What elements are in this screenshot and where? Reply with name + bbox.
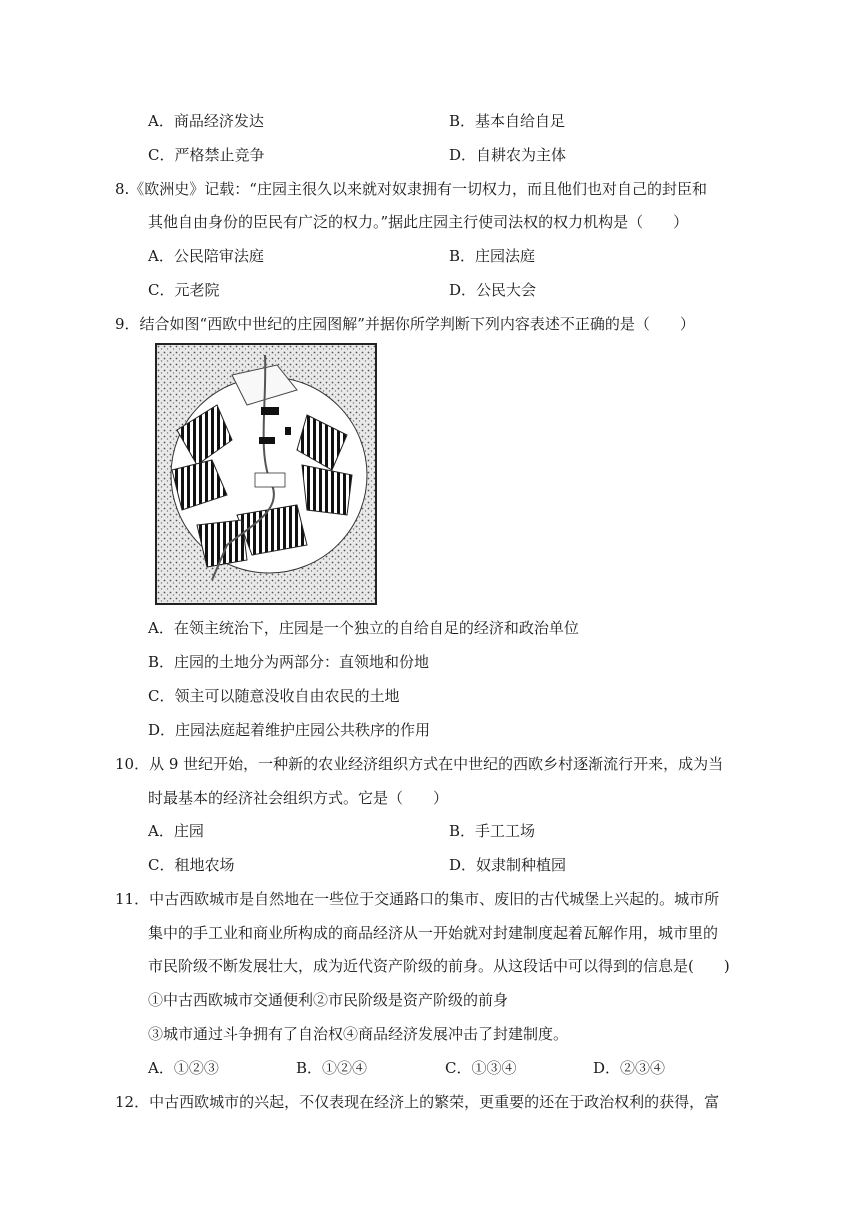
q11-option-c: C．①③④ [445, 1059, 517, 1077]
manor-diagram-figure [155, 343, 377, 605]
q10-option-d: D．奴隶制种植园 [449, 856, 567, 874]
q7-option-b: B．基本自给自足 [449, 112, 566, 130]
manor-building [259, 437, 275, 444]
q10-stem-line2: 时最基本的经济社会组织方式。它是（ ） [148, 789, 449, 807]
q8-stem-line2: 其他自由身份的臣民有广泛的权力。”据此庄园主行使司法权的权力机构是（ ） [148, 213, 689, 231]
q11-statement-line1: ①中古西欧城市交通便利②市民阶级是资产阶级的前身 [148, 991, 509, 1009]
q8-option-d: D．公民大会 [449, 281, 537, 299]
village [255, 473, 285, 487]
q7-option-d: D．自耕农为主体 [449, 146, 567, 164]
q7-option-c: C．严格禁止竞争 [148, 146, 265, 164]
church [285, 427, 291, 435]
q11-stem-line1: 11．中古西欧城市是自然地在一些位于交通路口的集市、废旧的古代城堡上兴起的。城市所 [115, 890, 720, 908]
q9-option-c: C．领主可以随意没收自由农民的土地 [148, 687, 400, 705]
q12-stem-line1: 12．中古西欧城市的兴起，不仅表现在经济上的繁荣，更重要的还在于政治权利的获得，富 [115, 1093, 720, 1111]
q10-option-b: B．手工工场 [449, 822, 536, 840]
q8-option-c: C．元老院 [148, 281, 220, 299]
q10-stem-line1: 10．从 9 世纪开始，一种新的农业经济组织方式在中世纪的西欧乡村逐渐流行开来，成为当 [115, 755, 724, 773]
q11-stem-line3: 市民阶级不断发展壮大，成为近代资产阶级的前身。从这段话中可以得到的信息是( ) [148, 957, 730, 975]
q11-stem-line2: 集中的手工业和商业所构成的商品经济从一开始就对封建制度起着瓦解作用，城市里的 [148, 924, 719, 942]
q11-option-d: D．②③④ [593, 1059, 666, 1077]
q9-option-a: A．在领主统治下，庄园是一个独立的自给自足的经济和政治单位 [148, 619, 579, 637]
q8-option-b: B．庄园法庭 [449, 247, 536, 265]
q10-option-a: A．庄园 [148, 822, 204, 840]
manor-diagram [157, 345, 375, 603]
q8-option-a: A．公民陪审法庭 [148, 247, 264, 265]
lord-manor-house [261, 407, 279, 415]
q8-stem-line1: 8.《欧洲史》记载：“庄园主很久以来就对奴隶拥有一切权力，而且他们也对自己的封臣和 [115, 180, 707, 198]
q11-option-b: B．①②④ [296, 1059, 368, 1077]
q9-option-b: B．庄园的土地分为两部分：直领地和份地 [148, 653, 430, 671]
q10-option-c: C．租地农场 [148, 856, 235, 874]
q11-statement-line2: ③城市通过斗争拥有了自治权④商品经济发展冲击了封建制度。 [148, 1025, 569, 1043]
q9-stem-line1: 9．结合如图“西欧中世纪的庄园图解”并据你所学判断下列内容表述不正确的是（ ） [115, 315, 695, 333]
q11-option-a: A．①②③ [148, 1059, 219, 1077]
q9-option-d: D．庄园法庭起着维护庄园公共秩序的作用 [148, 721, 431, 739]
q7-option-a: A．商品经济发达 [148, 112, 264, 130]
